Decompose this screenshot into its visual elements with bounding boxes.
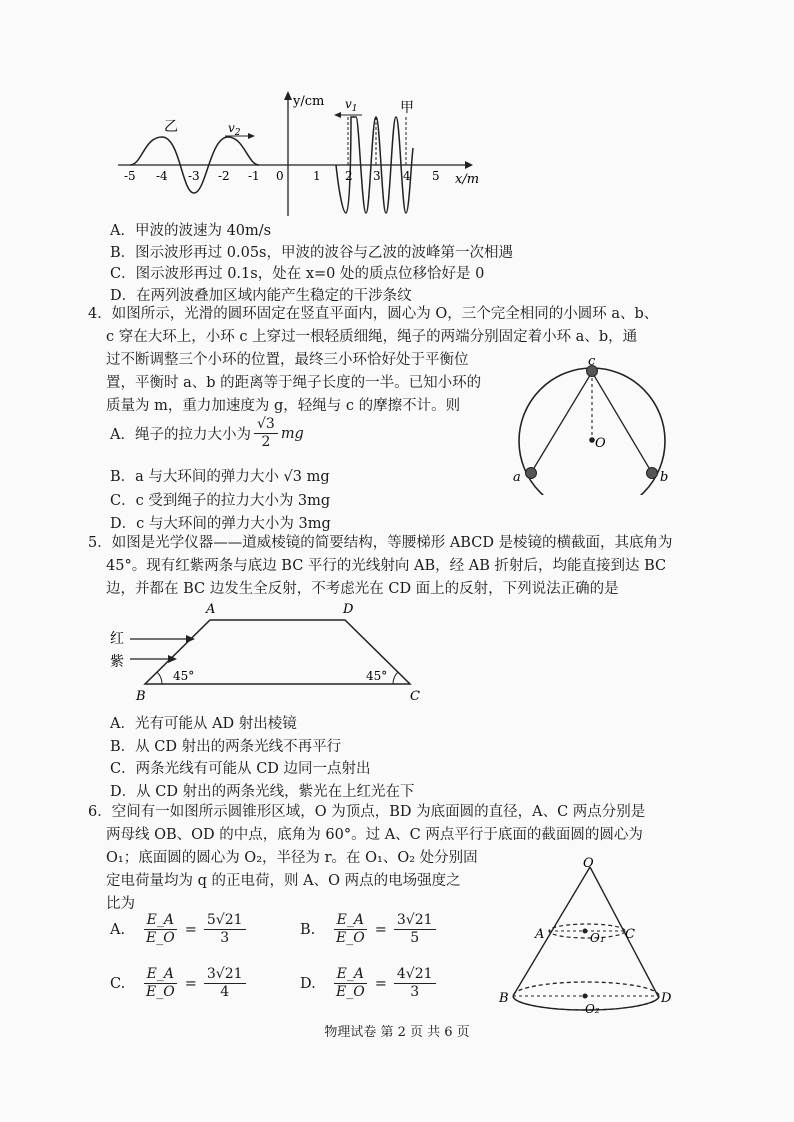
ring-label-a: a bbox=[513, 470, 521, 485]
tick: -3 bbox=[188, 169, 200, 183]
denominator: 3 bbox=[220, 930, 230, 946]
tick: 4 bbox=[403, 169, 411, 183]
q5-option-a: A．光有可能从 AD 射出棱镜 bbox=[110, 716, 297, 732]
x-axis-label: x/m bbox=[455, 172, 480, 187]
q6-line-2: 两母线 OB、OD 的中点，底角为 60°。过 A、C 两点平行于底面的截面圆的圆心为 bbox=[106, 827, 643, 843]
cone-label-a: A bbox=[535, 927, 545, 942]
q4-option-a-text: A．绳子的拉力大小为 bbox=[110, 427, 251, 443]
wave-yi-label: 乙 bbox=[164, 119, 178, 135]
q3-option-c: C．图示波形再过 0.1s，处在 x=0 处的质点位移恰好是 0 bbox=[110, 266, 485, 282]
numerator: E_A bbox=[144, 912, 177, 930]
y-axis-label: y/cm bbox=[293, 94, 325, 109]
wave-jia-label: 甲 bbox=[400, 100, 414, 116]
q3-option-b: B．图示波形再过 0.05s，甲波的波谷与乙波的波峰第一次相遇 bbox=[110, 245, 513, 261]
denominator: 3 bbox=[410, 984, 420, 1000]
v1-label: $v_1$ bbox=[345, 97, 358, 114]
numerator: 3√21 bbox=[204, 966, 246, 984]
cone-label-o: O bbox=[583, 856, 594, 871]
q4-option-b: B．a 与大环间的弹力大小 √3 mg bbox=[110, 469, 330, 485]
q6-line-1: 6．空间有一如图所示圆锥形区域，O 为顶点，BD 为底面圆的直径，A、C 两点分别是 bbox=[88, 804, 646, 820]
cone-label-o2: O₂ bbox=[585, 1002, 600, 1015]
numerator: E_A bbox=[334, 966, 367, 984]
q4-line-3: 过不断调整三个小环的位置，最终三小环恰好处于平衡位 bbox=[106, 352, 469, 368]
denominator: E_O bbox=[146, 984, 175, 1000]
denominator: 5 bbox=[410, 930, 420, 946]
cone-label-d: D bbox=[661, 991, 672, 1006]
ring-diagram bbox=[505, 355, 675, 495]
denominator: E_O bbox=[336, 930, 365, 946]
purple-light-label: 紫 bbox=[110, 654, 124, 670]
q4-line-2: c 穿在大环上，小环 c 上穿过一根轻质细绳，绳子的两端分别固定着小环 a、b，通 bbox=[106, 329, 638, 345]
q6-option-a: A. $\frac{E\_A}{E\_O}$ = $\frac{5√21}{3}$ bbox=[110, 912, 249, 947]
fraction bbox=[254, 416, 278, 451]
tick: -5 bbox=[124, 169, 136, 183]
numerator: 3√21 bbox=[394, 912, 436, 930]
q5-line-1: 5．如图是光学仪器——道威棱镜的简要结构，等腰梯形 ABCD 是棱镜的横截面，其底角为 bbox=[88, 535, 673, 551]
cone-label-b: B bbox=[499, 991, 509, 1006]
numerator: 5√21 bbox=[204, 912, 246, 930]
q6-option-c: C. $\frac{E\_A}{E\_O}$ = $\frac{3√21}{4}$ bbox=[110, 966, 249, 1001]
q4-option-a bbox=[110, 416, 304, 451]
q5-option-b: B．从 CD 射出的两条光线不再平行 bbox=[110, 739, 342, 755]
option-label: D. bbox=[300, 975, 316, 992]
option-label: B. bbox=[300, 921, 316, 938]
q4-option-c: C．c 受到绳子的拉力大小为 3mg bbox=[110, 493, 331, 509]
tick: -4 bbox=[156, 169, 168, 183]
q6-line-3: O₁；底面圆的圆心为 O₂，半径为 r。在 O₁、O₂ 处分别固 bbox=[106, 850, 478, 866]
cone-diagram bbox=[495, 855, 685, 1015]
numerator: E_A bbox=[144, 966, 177, 984]
cone-label-c: C bbox=[625, 927, 635, 942]
option-label: A. bbox=[110, 921, 126, 938]
numerator: 4√21 bbox=[394, 966, 436, 984]
denominator: E_O bbox=[146, 930, 175, 946]
v2-label: $v_2$ bbox=[228, 121, 241, 138]
prism-label-c: C bbox=[410, 689, 420, 704]
q5-line-2: 45°。现有红紫两条与底边 BC 平行的光线射向 AB，经 AB 折射后，均能直接到达 BC bbox=[106, 558, 667, 574]
tick: 2 bbox=[345, 169, 353, 183]
ring-label-c: c bbox=[588, 355, 596, 369]
q6-option-d: D. $\frac{E\_A}{E\_O}$ = $\frac{4√21}{3}$ bbox=[300, 966, 439, 1001]
red-light-label: 红 bbox=[110, 631, 124, 647]
q4-option-d: D．c 与大环间的弹力大小为 3mg bbox=[110, 516, 331, 532]
denominator: E_O bbox=[336, 984, 365, 1000]
q3-option-a: A．甲波的波速为 40m/s bbox=[110, 223, 272, 239]
wave-diagram bbox=[110, 88, 490, 220]
ring-label-o: O bbox=[595, 436, 606, 451]
origin-label: 0 bbox=[276, 169, 284, 183]
numerator: √3 bbox=[254, 416, 278, 434]
denominator: 4 bbox=[220, 984, 230, 1000]
q5-option-c: C．两条光线有可能从 CD 边同一点射出 bbox=[110, 761, 371, 777]
numerator: E_A bbox=[334, 912, 367, 930]
q4-line-1: 4．如图所示，光滑的圆环固定在竖直平面内，圆心为 O，三个完全相同的小圆环 a、b、 bbox=[88, 306, 659, 322]
q4-option-a-unit: mg bbox=[280, 425, 304, 442]
q6-line-4: 定电荷量均为 q 的正电荷，则 A、O 两点的电场强度之 bbox=[106, 873, 461, 889]
page-footer: 物理试卷 第 2 页 共 6 页 bbox=[324, 1025, 470, 1040]
q5-option-d: D．从 CD 射出的两条光线，紫光在上红光在下 bbox=[110, 784, 415, 800]
tick: 1 bbox=[313, 169, 321, 183]
tick: 3 bbox=[373, 169, 381, 183]
q4-line-4: 置，平衡时 a、b 的距离等于绳子长度的一半。已知小环的 bbox=[106, 375, 482, 391]
tick: -1 bbox=[248, 169, 260, 183]
prism-label-a: A bbox=[206, 602, 216, 617]
q6-line-5: 比为 bbox=[106, 896, 135, 912]
tick: 5 bbox=[432, 169, 440, 183]
prism-diagram bbox=[100, 598, 440, 708]
denominator: 2 bbox=[261, 434, 271, 450]
q4-line-5: 质量为 m，重力加速度为 g，轻绳与 c 的摩擦不计。则 bbox=[106, 398, 461, 414]
ring-label-b: b bbox=[660, 470, 669, 485]
option-label: C. bbox=[110, 975, 126, 992]
tick: -2 bbox=[218, 169, 230, 183]
cone-label-o1: O₁ bbox=[590, 931, 605, 945]
q3-option-d: D．在两列波叠加区域内能产生稳定的干涉条纹 bbox=[110, 288, 412, 304]
angle-left-label: 45° bbox=[173, 669, 195, 683]
x-axis-ticks bbox=[124, 169, 440, 183]
prism-label-d: D bbox=[343, 602, 354, 617]
angle-right-label: 45° bbox=[366, 669, 388, 683]
prism-label-b: B bbox=[136, 689, 146, 704]
q5-line-3: 边，并都在 BC 边发生全反射，不考虑光在 CD 面上的反射，下列说法正确的是 bbox=[106, 581, 619, 597]
q6-option-b: B. $\frac{E\_A}{E\_O}$ = $\frac{3√21}{5}$ bbox=[300, 912, 439, 947]
